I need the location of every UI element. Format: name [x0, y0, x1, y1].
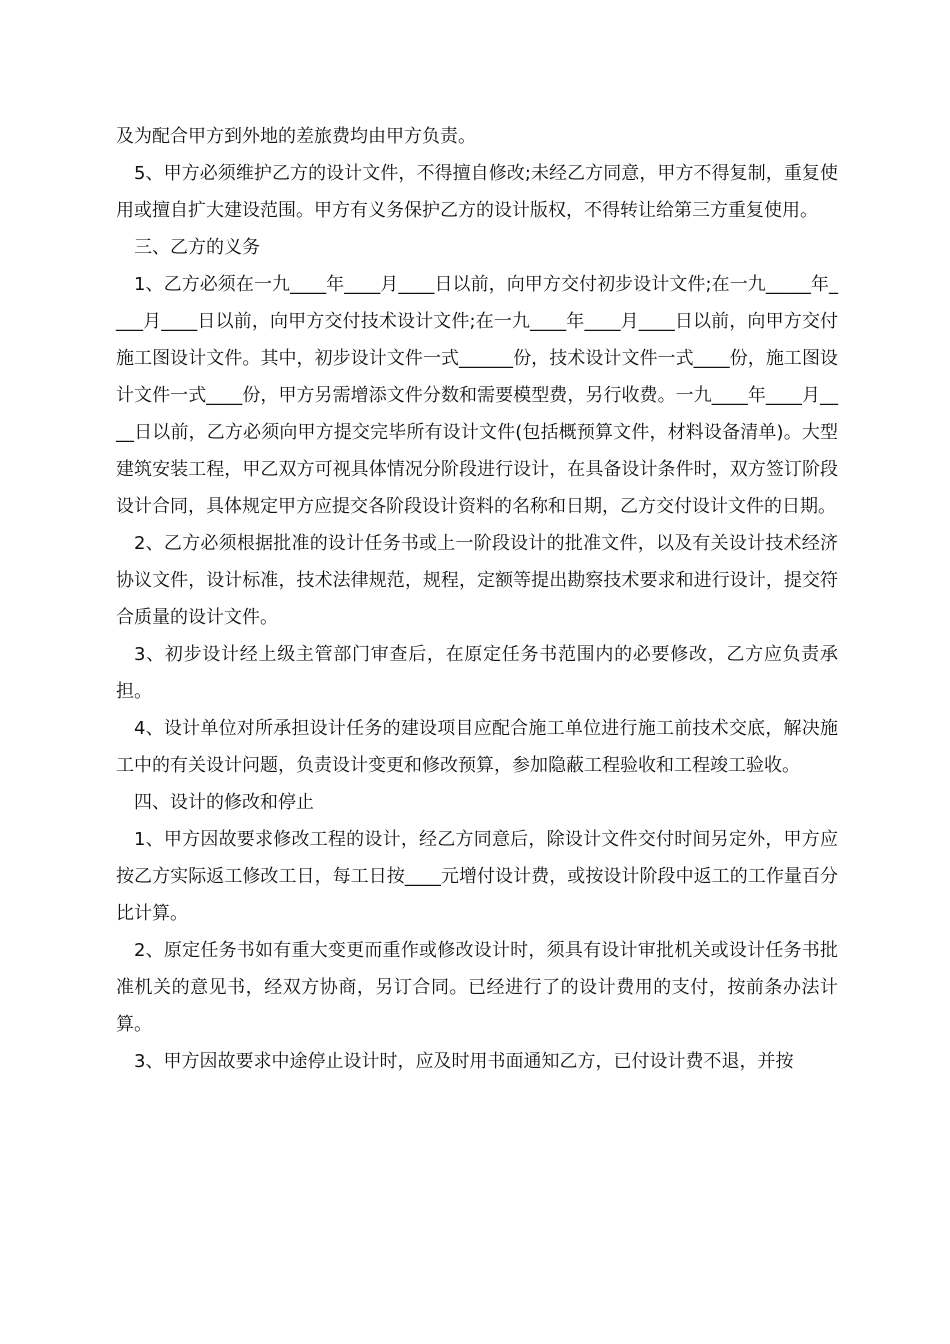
paragraph-b-clause-4: 4、设计单位对所承担设计任务的建设项目应配合施工单位进行施工前技术交底，解决施工中的有关设计问题，负责设计变更和修改预算，参加隐蔽工程验收和工程竣工验收。 — [116, 718, 838, 776]
section-heading-party-b-obligations: 三、乙方的义务 — [134, 237, 260, 258]
document-body — [116, 118, 838, 1080]
paragraph-clause-5: 5、甲方必须维护乙方的设计文件，不得擅自修改;未经乙方同意，甲方不得复制，重复使用或擅自扩大建设范围。甲方有义务保护乙方的设计版权，不得转让给第三方重复使用。 — [116, 163, 838, 221]
paragraph-mod-clause-3: 3、甲方因故要求中途停止设计时，应及时用书面通知乙方，已付设计费不退，并按 — [134, 1051, 794, 1072]
paragraph-b-clause-2: 2、乙方必须根据批准的设计任务书或上一阶段设计的批准文件，以及有关设计技术经济协议文件，设计标准，技术法律规范，规程，定额等提出勘察技术要求和进行设计，提交符合质量的设计文件。 — [116, 533, 838, 628]
paragraph-b-clause-3: 3、初步设计经上级主管部门审查后，在原定任务书范围内的必要修改，乙方应负责承担。 — [116, 644, 838, 702]
paragraph-b-clause-1: 1、乙方必须在一九____年____月____日以前，向甲方交付初步设计文件;在一九_____年____月____日以前，向甲方交付技术设计文件;在一九____年____月____日以前，向甲方交付施工图设计文件。其中，初步设计文件一式______份，技术设计文件一式____份，施工图设计文件一式____份，甲方另需增添文件分数和需要模型费，另行收费。一九____年____月____日以前，乙方必须向甲方提交完毕所有设计文件(包括概预算文件，材料设备清单)。大型建筑安装工程，甲乙双方可视具体情况分阶段进行设计，在具备设计条件时，双方签订阶段设计合同，具体规定甲方应提交各阶段设计资料的名称和日期，乙方交付设计文件的日期。 — [116, 274, 838, 517]
section-heading-modification: 四、设计的修改和停止 — [134, 792, 314, 813]
paragraph-mod-clause-2: 2、原定任务书如有重大变更而重作或修改设计时，须具有设计审批机关或设计任务书批准机关的意见书，经双方协商，另订合同。已经进行了的设计费用的支付，按前条办法计算。 — [116, 940, 838, 1035]
paragraph-mod-clause-1: 1、甲方因故要求修改工程的设计，经乙方同意后，除设计文件交付时间另定外，甲方应按乙方实际返工修改工日，每工日按____元增付设计费，或按设计阶段中返工的工作量百分比计算。 — [116, 829, 838, 924]
paragraph-travel-expenses: 及为配合甲方到外地的差旅费均由甲方负责。 — [116, 126, 476, 147]
